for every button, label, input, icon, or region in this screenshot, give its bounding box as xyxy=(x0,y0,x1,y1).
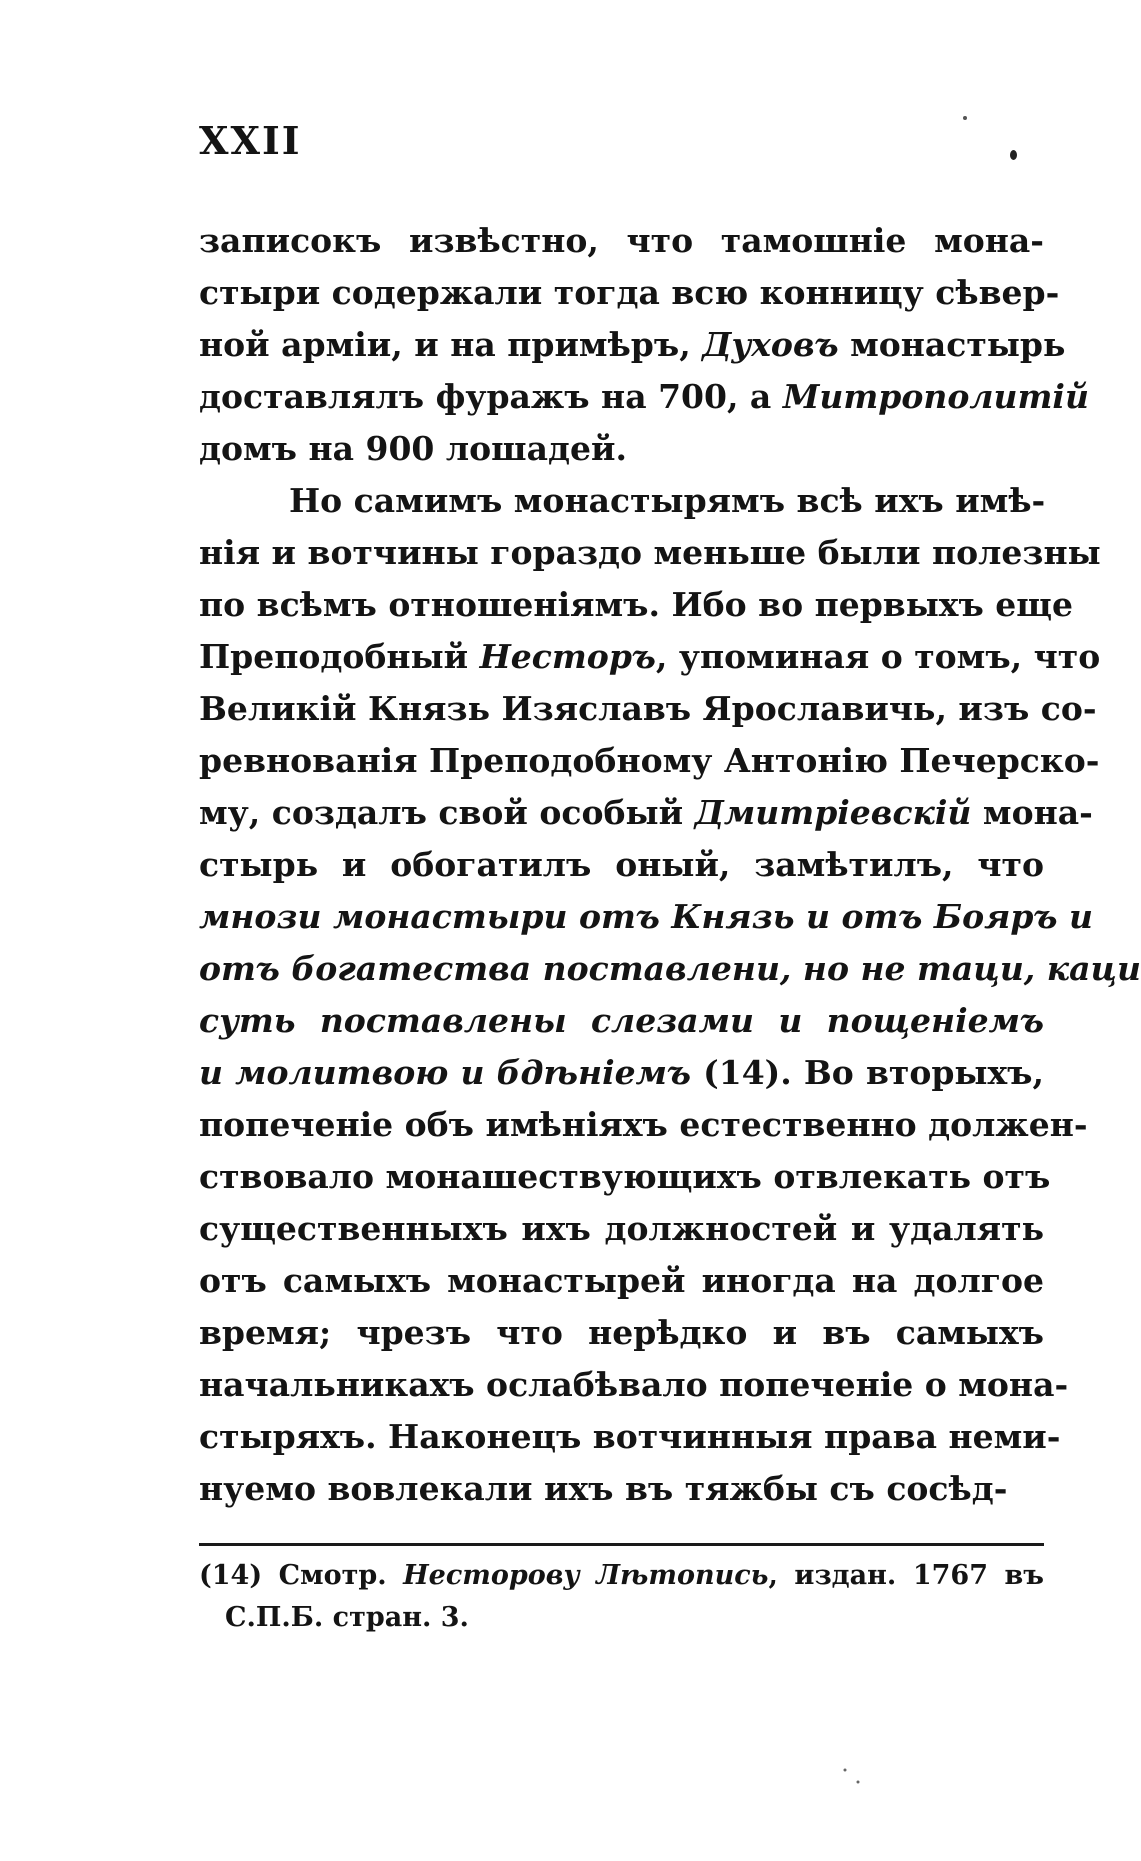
text-run: мнози монастыри отъ Князь и отъ Бояръ и xyxy=(199,897,1093,936)
text-run: стырь и обогатилъ оный, замѣтилъ, что xyxy=(199,845,1044,884)
text-run: му, создалъ свой особый xyxy=(199,793,695,832)
text-run: С.П.Б. стран. 3. xyxy=(225,1602,469,1633)
text-line xyxy=(199,787,1093,839)
text-line xyxy=(199,891,1093,943)
text-run: попеченіе объ имѣніяхъ естественно должен- xyxy=(199,1105,1088,1144)
text-line xyxy=(199,319,1066,371)
text-line xyxy=(199,1255,1044,1307)
ink-speck xyxy=(963,116,967,120)
text-run: доставлялъ фуражъ на 700, а xyxy=(199,377,783,416)
text-run: отъ богатества поставлени, но не таци, каци xyxy=(199,949,1141,988)
text-run: и молитвою и бдѣніемъ xyxy=(199,1053,691,1092)
text-line xyxy=(199,1151,1051,1203)
footnote-separator xyxy=(199,1543,1044,1546)
text-run: ревнованія Преподобному Антонію Печерско- xyxy=(199,741,1100,780)
text-line xyxy=(199,215,1044,267)
text-run: суть поставлены слезами и пощеніемъ xyxy=(199,1001,1044,1040)
text-run: Преподобный xyxy=(199,637,480,676)
text-run: домъ на 900 лошадей. xyxy=(199,429,627,468)
text-line xyxy=(199,1463,1044,1515)
text-line xyxy=(199,423,1044,475)
text-line xyxy=(199,943,1141,995)
text-line xyxy=(199,1099,1088,1151)
text-line xyxy=(199,1411,1061,1463)
text-run: ной арміи, и на примѣръ, xyxy=(199,325,703,364)
text-run: время; чрезъ что нерѣдко и въ самыхъ xyxy=(199,1313,1044,1352)
text-run: отъ самыхъ монастырей иногда на долгое xyxy=(199,1261,1044,1300)
footnote-line xyxy=(199,1597,1044,1639)
text-line xyxy=(199,683,1097,735)
text-line xyxy=(199,1307,1044,1359)
text-run: Несторъ xyxy=(479,637,656,676)
text-run: , издан. 1767 въ xyxy=(768,1560,1045,1591)
text-run: существенныхъ ихъ должностей и удалять xyxy=(199,1209,1044,1248)
footnote-line xyxy=(199,1555,1044,1597)
text-run: нія и вотчины гораздо меньше были полезны xyxy=(199,533,1101,572)
text-run: (14) Смотр. xyxy=(199,1560,404,1591)
text-run: записокъ извѣстно, что тамошніе мона- xyxy=(199,221,1044,260)
text-run: (14). Во вторыхъ, xyxy=(690,1053,1044,1092)
text-run: Митрополитій xyxy=(782,377,1089,416)
text-run: нуемо вовлекали ихъ въ тяжбы съ сосѣд- xyxy=(199,1469,1008,1508)
text-line xyxy=(199,839,1044,891)
footnote xyxy=(199,1555,1044,1639)
text-line xyxy=(199,475,1044,527)
text-run: начальникахъ ослабѣвало попеченіе о мона- xyxy=(199,1365,1069,1404)
text-run: мона- xyxy=(971,793,1093,832)
text-run: стыри содержали тогда всю конницу сѣвер- xyxy=(199,273,1060,312)
text-line xyxy=(199,1359,1069,1411)
page-number: XXII xyxy=(199,118,302,163)
text-run: Духовъ xyxy=(702,325,839,364)
text-run: Несторову Лѣтопись xyxy=(403,1560,769,1591)
text-line xyxy=(199,579,1073,631)
text-run: по всѣмъ отношеніямъ. Ибо во первыхъ еще xyxy=(199,585,1073,624)
text-line xyxy=(199,735,1100,787)
text-line xyxy=(199,267,1060,319)
body-text xyxy=(199,215,1141,1515)
text-line xyxy=(199,1047,1044,1099)
text-run: Но самимъ монастырямъ всѣ ихъ имѣ- xyxy=(289,481,1046,520)
text-line xyxy=(199,631,1101,683)
ink-speck xyxy=(1010,150,1017,160)
text-run: монастырь xyxy=(838,325,1066,364)
text-run: , упоминая о томъ, что xyxy=(655,637,1101,676)
text-line xyxy=(199,995,1044,1047)
text-run: стыряхъ. Наконецъ вотчинныя права неми- xyxy=(199,1417,1061,1456)
text-line xyxy=(199,527,1101,579)
text-run: Дмитріевскій xyxy=(694,793,972,832)
text-line xyxy=(199,1203,1044,1255)
text-run: Великій Князь Изяславъ Ярославичь, изъ со- xyxy=(199,689,1097,728)
text-line xyxy=(199,371,1089,423)
text-run: ствовало монашествующихъ отвлекать отъ xyxy=(199,1157,1051,1196)
ink-speck xyxy=(857,1781,860,1784)
ink-speck xyxy=(844,1769,847,1772)
